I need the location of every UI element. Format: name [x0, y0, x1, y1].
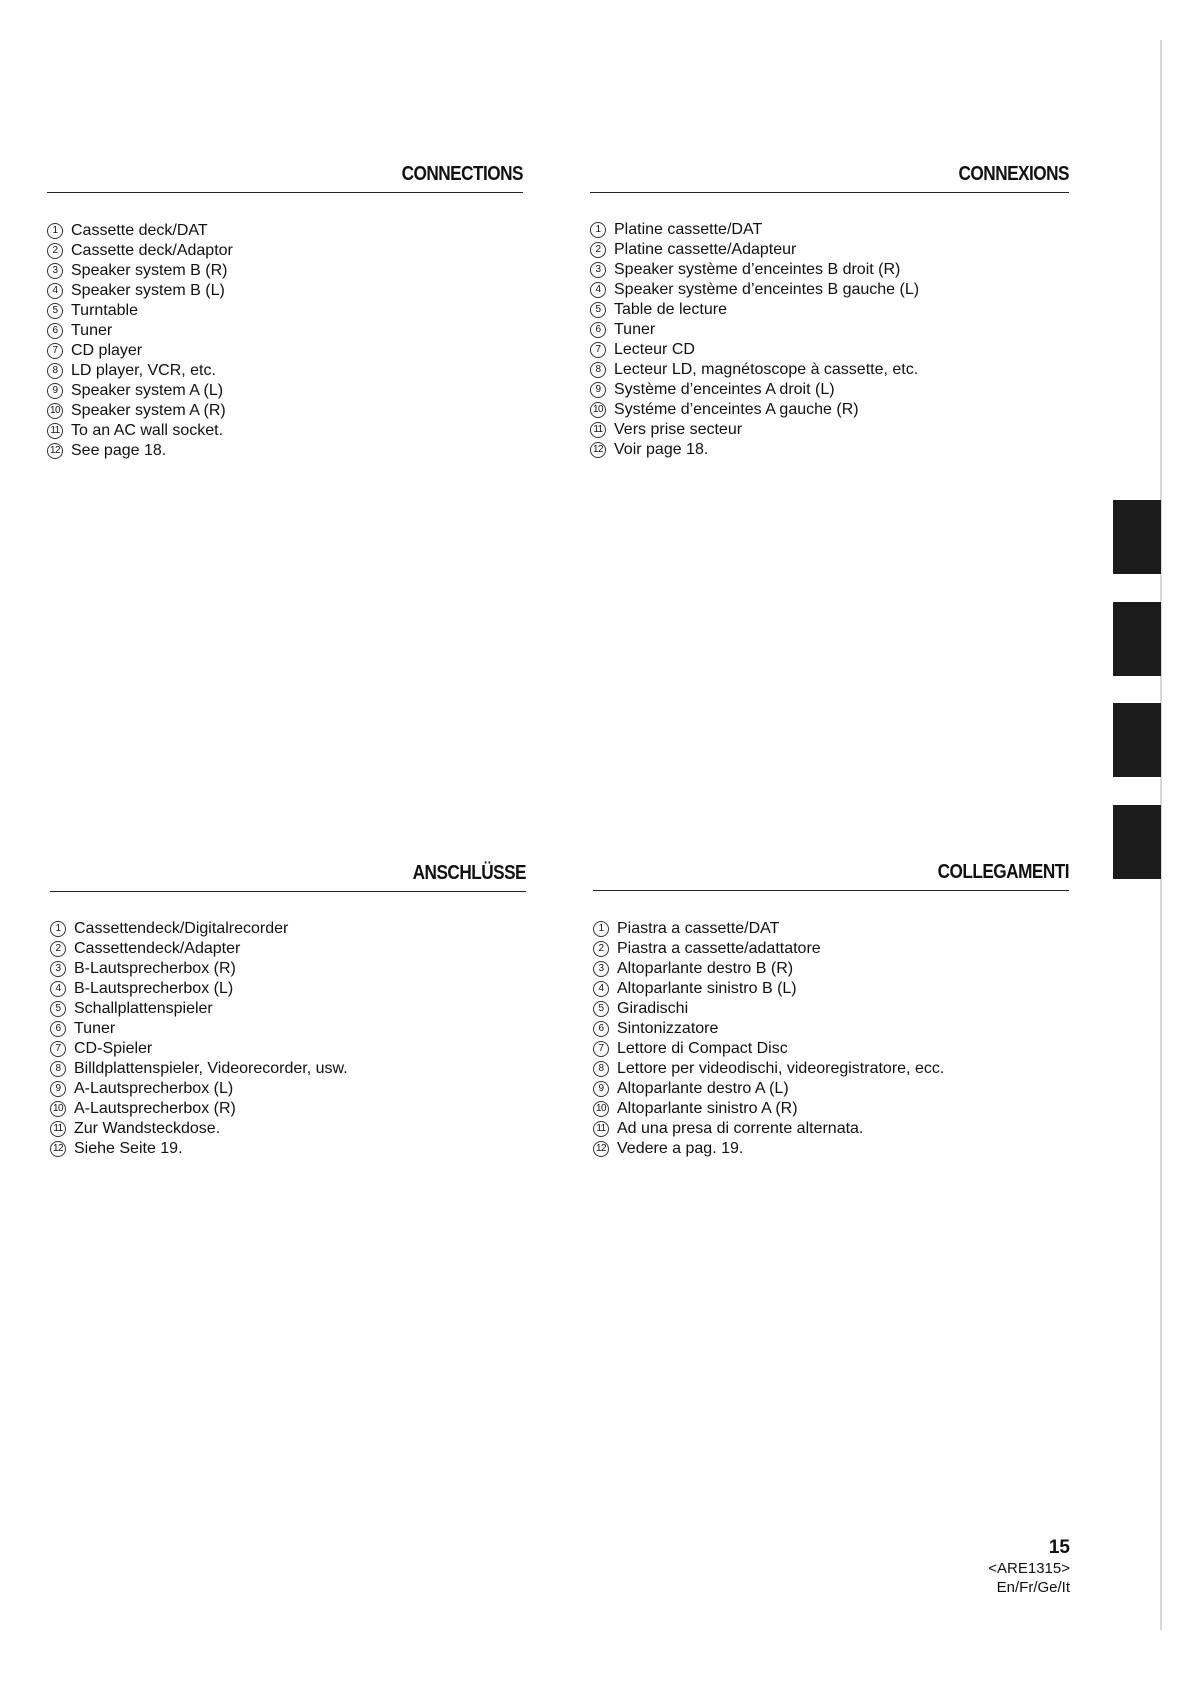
list-item	[50, 979, 526, 999]
item-text: Tuner	[614, 321, 656, 338]
item-text: Ad una presa di corrente alternata.	[617, 1120, 864, 1137]
list-item	[593, 939, 1069, 959]
item-text: Tuner	[74, 1020, 116, 1037]
item-text: B-Lautsprecherbox (L)	[74, 980, 234, 997]
items-list-it	[593, 919, 1069, 1159]
item-text: Speaker system A (L)	[71, 382, 224, 399]
list-item	[593, 1119, 1069, 1139]
language-codes: En/Fr/Ge/It	[996, 1579, 1070, 1596]
item-number-circle: 6	[50, 1021, 66, 1037]
item-text: CD player	[71, 342, 143, 359]
item-number-circle: 12	[593, 1141, 609, 1157]
item-text: LD player, VCR, etc.	[71, 362, 216, 379]
list-item	[50, 1099, 526, 1119]
list-item	[590, 400, 1069, 420]
item-text: Altoparlante sinistro A (R)	[617, 1100, 798, 1117]
list-item	[590, 220, 1069, 240]
list-item	[590, 240, 1069, 260]
section-connections-en	[47, 163, 523, 461]
item-text: Cassette deck/Adaptor	[71, 242, 233, 259]
list-item	[593, 959, 1069, 979]
item-number-circle: 4	[50, 981, 66, 997]
item-number-circle: 3	[593, 961, 609, 977]
page-number: 15	[1048, 1537, 1070, 1558]
item-number-circle: 12	[590, 442, 606, 458]
item-number-circle: 2	[590, 242, 606, 258]
list-item	[50, 1019, 526, 1039]
section-rule-de	[50, 891, 526, 892]
item-text: CD-Spieler	[74, 1040, 153, 1057]
item-number-circle: 12	[50, 1141, 66, 1157]
item-text: Vedere a pag. 19.	[617, 1140, 744, 1157]
section-rule-en	[47, 192, 523, 193]
item-number-circle: 9	[47, 383, 63, 399]
section-rule-it	[593, 890, 1069, 891]
item-number-circle: 2	[593, 941, 609, 957]
list-item	[593, 999, 1069, 1019]
section-connexions-fr	[590, 163, 1069, 460]
item-number-circle: 10	[50, 1101, 66, 1117]
item-number-circle: 5	[593, 1001, 609, 1017]
list-item	[47, 261, 523, 281]
item-number-circle: 8	[50, 1061, 66, 1077]
list-item	[590, 360, 1069, 380]
list-item	[593, 1079, 1069, 1099]
item-text: Sintonizzatore	[617, 1020, 719, 1037]
item-text: Billdplattenspieler, Videorecorder, usw.	[74, 1060, 348, 1077]
item-text: Table de lecture	[614, 301, 727, 318]
item-number-circle: 8	[590, 362, 606, 378]
item-number-circle: 7	[50, 1041, 66, 1057]
item-number-circle: 5	[47, 303, 63, 319]
item-text: Speaker système d’enceintes B droit (R)	[614, 261, 901, 278]
list-item	[50, 939, 526, 959]
item-text: A-Lautsprecherbox (R)	[74, 1100, 236, 1117]
list-item	[47, 321, 523, 341]
item-number-circle: 3	[590, 262, 606, 278]
edge-tab-2	[1113, 602, 1161, 676]
list-item	[50, 1059, 526, 1079]
list-item	[47, 281, 523, 301]
list-item	[50, 1139, 526, 1159]
item-text: B-Lautsprecherbox (R)	[74, 960, 236, 977]
item-text: See page 18.	[71, 442, 167, 459]
item-text: Cassettendeck/Digitalrecorder	[74, 920, 289, 937]
document-code: <ARE1315>	[988, 1560, 1070, 1577]
section-title-en: CONNECTIONS	[401, 163, 523, 185]
item-text: Speaker system B (R)	[71, 262, 228, 279]
item-number-circle: 10	[593, 1101, 609, 1117]
item-text: Lecteur LD, magnétoscope à cassette, etc.	[614, 361, 919, 378]
item-text: Altoparlante destro A (L)	[617, 1080, 789, 1097]
item-number-circle: 6	[593, 1021, 609, 1037]
item-number-circle: 4	[47, 283, 63, 299]
list-item	[593, 1099, 1069, 1119]
list-item	[590, 340, 1069, 360]
list-item	[50, 1119, 526, 1139]
item-number-circle: 1	[593, 921, 609, 937]
list-item	[590, 320, 1069, 340]
item-number-circle: 9	[50, 1081, 66, 1097]
item-number-circle: 7	[593, 1041, 609, 1057]
list-item	[47, 301, 523, 321]
item-text: Lecteur CD	[614, 341, 695, 358]
item-text: Voir page 18.	[614, 441, 709, 458]
edge-tab-3	[1113, 703, 1161, 777]
item-number-circle: 9	[590, 382, 606, 398]
item-text: Vers prise secteur	[614, 421, 743, 438]
item-number-circle: 6	[47, 323, 63, 339]
item-text: Cassette deck/DAT	[71, 222, 208, 239]
section-rule-fr	[590, 192, 1069, 193]
item-number-circle: 11	[47, 423, 63, 439]
list-item	[590, 380, 1069, 400]
item-text: Platine cassette/DAT	[614, 221, 763, 238]
item-number-circle: 2	[50, 941, 66, 957]
list-item	[593, 919, 1069, 939]
item-number-circle: 8	[47, 363, 63, 379]
section-anschlusse-de	[50, 862, 526, 1159]
list-item	[50, 1079, 526, 1099]
list-item	[47, 241, 523, 261]
item-text: Speaker système d’enceintes B gauche (L)	[614, 281, 920, 298]
item-text: Platine cassette/Adapteur	[614, 241, 797, 258]
item-number-circle: 1	[590, 222, 606, 238]
item-number-circle: 11	[50, 1121, 66, 1137]
list-item	[593, 1139, 1069, 1159]
list-item	[47, 401, 523, 421]
item-text: Speaker system A (R)	[71, 402, 226, 419]
item-text: Lettore di Compact Disc	[617, 1040, 788, 1057]
list-item	[50, 999, 526, 1019]
list-item	[47, 381, 523, 401]
item-number-circle: 7	[590, 342, 606, 358]
item-text: Piastra a cassette/DAT	[617, 920, 780, 937]
item-number-circle: 1	[50, 921, 66, 937]
item-number-circle: 3	[50, 961, 66, 977]
items-list-fr	[590, 220, 1069, 460]
list-item	[590, 420, 1069, 440]
page-footer	[988, 1537, 1070, 1597]
item-number-circle: 5	[590, 302, 606, 318]
edge-tab-4	[1113, 805, 1161, 879]
item-text: Siehe Seite 19.	[74, 1140, 183, 1157]
list-item	[47, 361, 523, 381]
list-item	[590, 260, 1069, 280]
list-item	[593, 1059, 1069, 1079]
item-text: Système d’enceintes A droit (L)	[614, 381, 835, 398]
list-item	[50, 1039, 526, 1059]
item-number-circle: 5	[50, 1001, 66, 1017]
list-item	[593, 1039, 1069, 1059]
list-item	[47, 421, 523, 441]
item-number-circle: 9	[593, 1081, 609, 1097]
item-text: Piastra a cassette/adattatore	[617, 940, 821, 957]
item-text: Turntable	[71, 302, 138, 319]
item-number-circle: 11	[590, 422, 606, 438]
item-number-circle: 4	[590, 282, 606, 298]
item-text: Schallplattenspieler	[74, 1000, 213, 1017]
section-title-de: ANSCHLÜSSE	[412, 862, 526, 884]
list-item	[590, 440, 1069, 460]
item-number-circle: 2	[47, 243, 63, 259]
item-number-circle: 7	[47, 343, 63, 359]
item-text: Systéme d’enceintes A gauche (R)	[614, 401, 859, 418]
item-number-circle: 10	[47, 403, 63, 419]
item-number-circle: 10	[590, 402, 606, 418]
item-number-circle: 1	[47, 223, 63, 239]
item-number-circle: 12	[47, 443, 63, 459]
item-text: Cassettendeck/Adapter	[74, 940, 241, 957]
item-text: Lettore per videodischi, videoregistratore, ecc.	[617, 1060, 945, 1077]
list-item	[590, 280, 1069, 300]
list-item	[593, 1019, 1069, 1039]
list-item	[47, 341, 523, 361]
section-collegamenti-it	[593, 861, 1069, 1159]
list-item	[47, 441, 523, 461]
list-item	[50, 959, 526, 979]
item-text: Giradischi	[617, 1000, 689, 1017]
list-item	[50, 919, 526, 939]
item-number-circle: 11	[593, 1121, 609, 1137]
item-text: Speaker system B (L)	[71, 282, 225, 299]
items-list-en	[47, 221, 523, 461]
item-number-circle: 3	[47, 263, 63, 279]
item-text: Altoparlante destro B (R)	[617, 960, 794, 977]
list-item	[590, 300, 1069, 320]
section-title-it: COLLEGAMENTI	[937, 861, 1069, 883]
item-number-circle: 8	[593, 1061, 609, 1077]
item-text: To an AC wall socket.	[71, 422, 224, 439]
item-text: Zur Wandsteckdose.	[74, 1120, 221, 1137]
item-text: Tuner	[71, 322, 113, 339]
item-number-circle: 4	[593, 981, 609, 997]
list-item	[47, 221, 523, 241]
list-item	[593, 979, 1069, 999]
edge-tab-1	[1113, 500, 1161, 574]
section-title-fr: CONNEXIONS	[958, 163, 1069, 185]
items-list-de	[50, 919, 526, 1159]
item-number-circle: 6	[590, 322, 606, 338]
item-text: Altoparlante sinistro B (L)	[617, 980, 797, 997]
item-text: A-Lautsprecherbox (L)	[74, 1080, 234, 1097]
